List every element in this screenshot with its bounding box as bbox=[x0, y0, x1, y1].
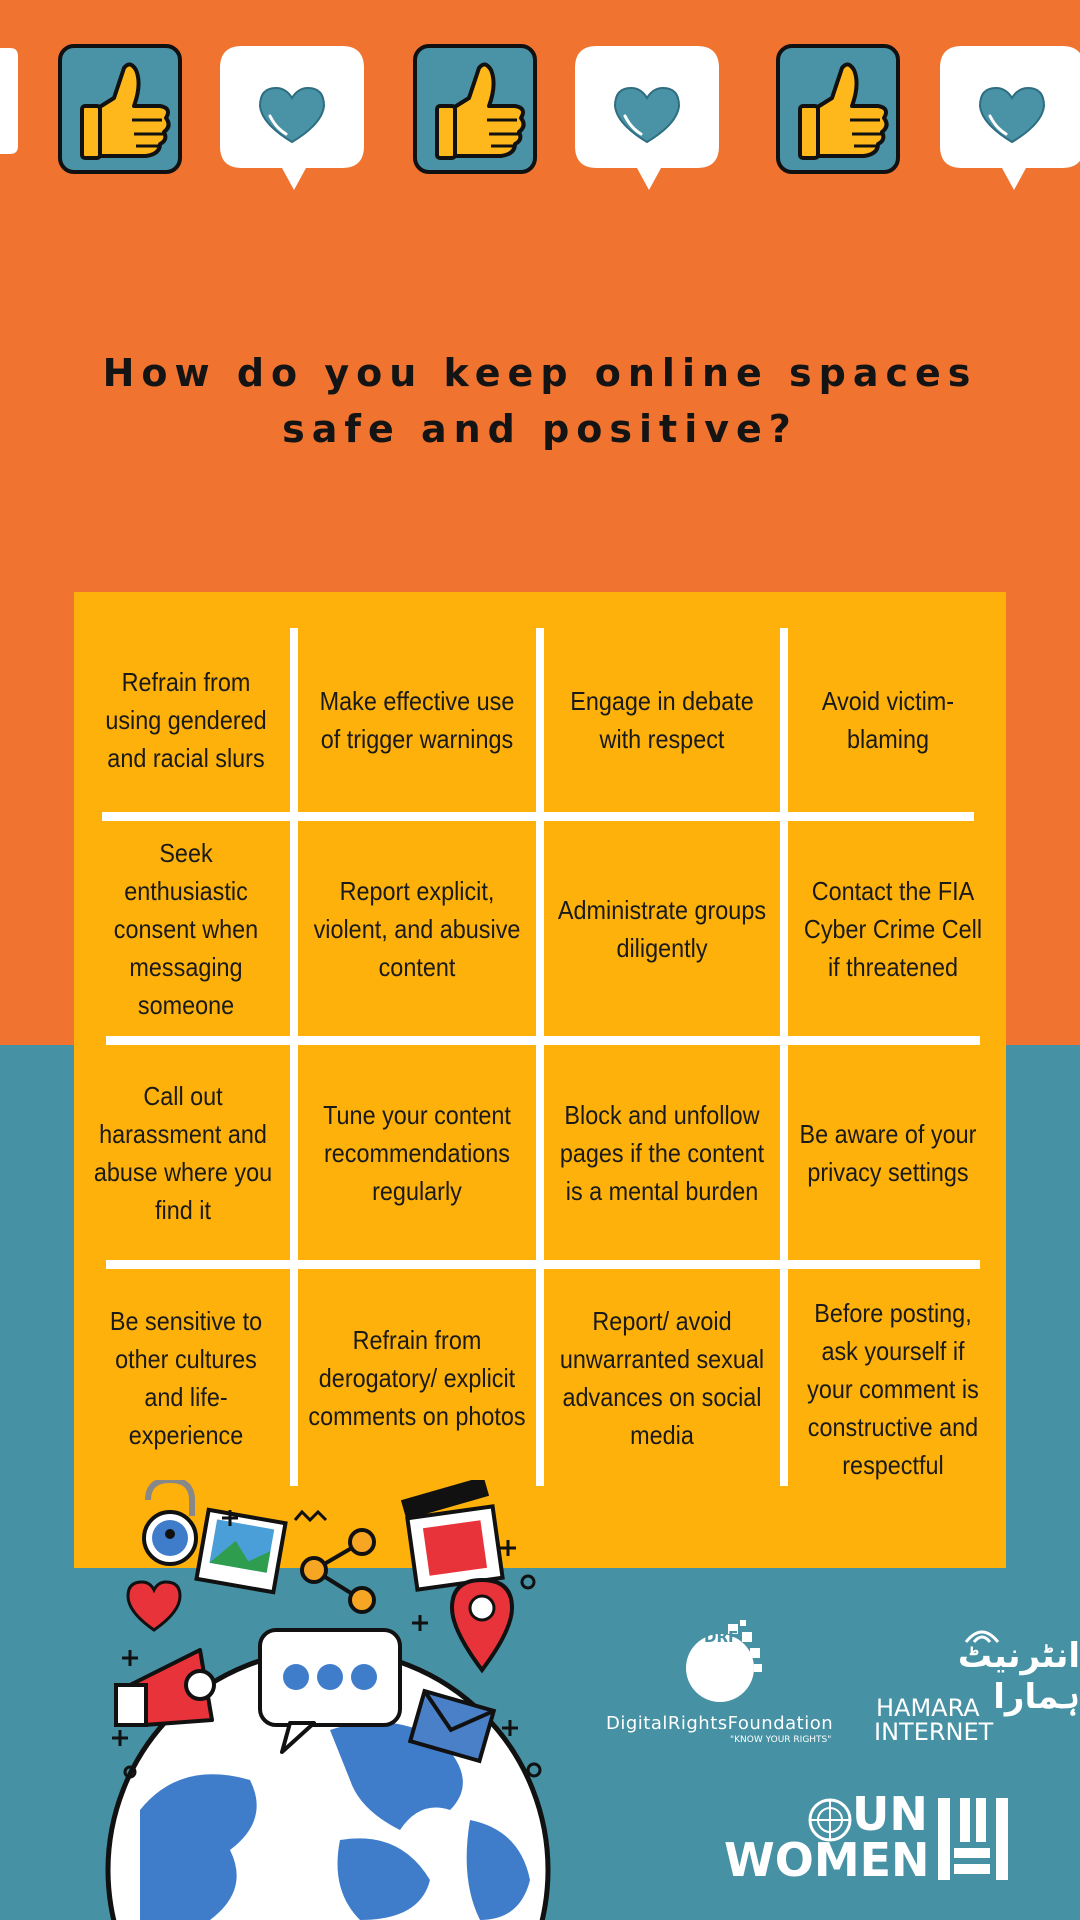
tip-cell: Refrain from using gendered and racial slurs bbox=[105, 667, 267, 773]
hamara-line1: HAMARA bbox=[876, 1694, 980, 1722]
grid-divider bbox=[106, 1260, 980, 1269]
heart-bubble-icon bbox=[218, 42, 366, 192]
grid-divider bbox=[780, 628, 788, 1486]
grid-divider bbox=[106, 1036, 980, 1045]
drf-tagline: "KNOW YOUR RIGHTS" bbox=[730, 1735, 832, 1745]
thumbs-up-icon bbox=[413, 44, 537, 174]
drf-name: DigitalRightsFoundation bbox=[606, 1713, 834, 1734]
photo-icon bbox=[197, 1510, 286, 1592]
tip-cell: Avoid victim-blaming bbox=[821, 686, 955, 754]
tips-grid bbox=[74, 592, 1006, 1568]
heart-bubble-icon-partial bbox=[0, 42, 20, 192]
tip-cell: Block and unfollow pages if the content is a mental burden bbox=[559, 1099, 765, 1206]
clapperboard-icon bbox=[401, 1480, 503, 1590]
tip-cell: Call out harassment and abuse where you find it bbox=[93, 1080, 273, 1225]
location-pin-icon bbox=[452, 1580, 512, 1670]
drf-mark: DRF bbox=[704, 1628, 739, 1646]
tip-cell: Administrate groups diligently bbox=[557, 894, 767, 963]
tip-cell: Be sensitive to other cultures and life-experience bbox=[109, 1305, 263, 1450]
tip-cell: Refrain from derogatory/ explicit comments on photos bbox=[308, 1324, 526, 1431]
tip-cell: Tune your content recommendations regularly bbox=[323, 1099, 511, 1206]
tip-cell: Before posting, ask yourself if your comment is constructive and respectful bbox=[807, 1298, 979, 1480]
tip-cell: Engage in debate with respect bbox=[570, 686, 754, 754]
tip-cell: Report/ avoid unwarranted sexual advances on social media bbox=[559, 1305, 765, 1450]
tip-cell: Seek enthusiastic consent when messaging someone bbox=[113, 837, 259, 1020]
tip-cell: Make effective use of trigger warnings bbox=[319, 686, 515, 754]
hamara-urdu-wordmark: انٹرنیٹ ہمارا bbox=[957, 1636, 1080, 1717]
social-media-illustration bbox=[100, 1480, 560, 1920]
un-women-top: UN bbox=[852, 1787, 928, 1841]
thumbs-up-icon bbox=[776, 44, 900, 174]
grid-divider bbox=[102, 812, 974, 821]
hamara-line2: INTERNET bbox=[874, 1718, 994, 1746]
page-title: How do you keep online spaces safe and positive? bbox=[102, 351, 978, 451]
tip-cell: Report explicit, violent, and abusive content bbox=[313, 875, 521, 982]
grid-divider bbox=[290, 628, 298, 1486]
heart-icon bbox=[128, 1582, 180, 1630]
thumbs-up-icon bbox=[58, 44, 182, 174]
tip-cell: Be aware of your privacy settings bbox=[799, 1118, 977, 1187]
heart-bubble-icon bbox=[573, 42, 721, 192]
tip-cell: Contact the FIA Cyber Crime Cell if threatened bbox=[803, 875, 983, 982]
padlock-icon bbox=[144, 1480, 196, 1564]
share-icon bbox=[302, 1530, 374, 1612]
grid-divider bbox=[536, 628, 544, 1486]
heart-bubble-icon bbox=[938, 42, 1080, 192]
un-women-symbol-icon bbox=[938, 1798, 1008, 1880]
un-women-bottom: WOMEN bbox=[724, 1833, 930, 1887]
